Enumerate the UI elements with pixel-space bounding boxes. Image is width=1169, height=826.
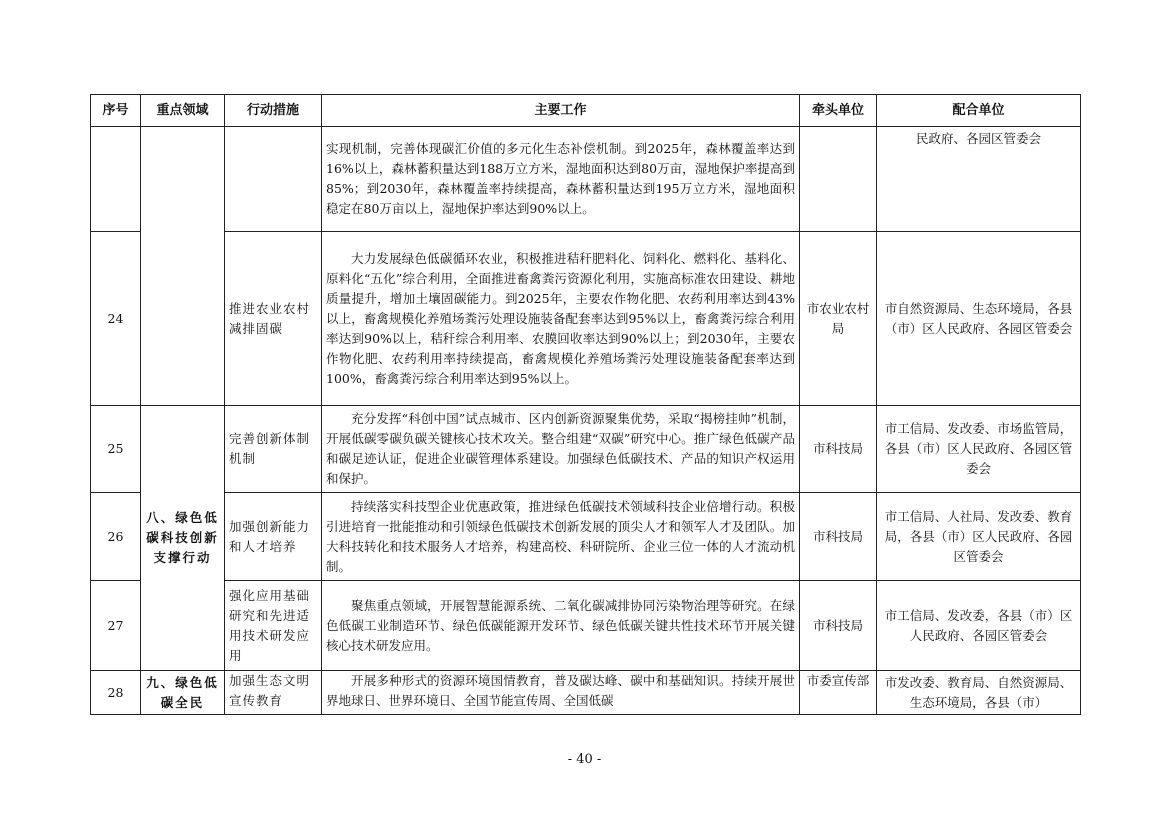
row-seq-cell: 25 xyxy=(91,406,141,493)
table-row xyxy=(91,671,1081,715)
lead-cell: 市委宣传部 xyxy=(800,671,877,715)
row-seq-cell xyxy=(91,127,141,232)
lead-cell: 市科技局 xyxy=(800,406,877,493)
work-text: 开展多种形式的资源环境国情教育，普及碳达峰、碳中和基础知识。持续开展世界地球日、世界环境日、全国节能宣传周、全国低碳 xyxy=(326,673,795,708)
measure-cell: 加强创新能力和人才培养 xyxy=(225,493,322,581)
header-lead: 牵头单位 xyxy=(800,95,877,127)
table-row xyxy=(91,406,1081,493)
cooperate-cell: 市工信局、人社局、发改委、教育局，各县（市）区人民政府、各园区管委会 xyxy=(877,493,1081,581)
cooperate-cell: 市工信局、发改委，各县（市）区人民政府、各园区管委会 xyxy=(877,581,1081,671)
measure-cell: 推进农业农村减排固碳 xyxy=(225,232,322,406)
measure-cell xyxy=(225,127,322,232)
header-cooperate: 配合单位 xyxy=(877,95,1081,127)
table-row xyxy=(91,581,1081,671)
action-table xyxy=(90,94,1081,715)
header-work: 主要工作 xyxy=(322,95,800,127)
work-text: 聚焦重点领域，开展智慧能源系统、二氧化碳减排协同污染物治理等研究。在绿色低碳工业制造环节、绿色低碳能源开发环节、绿色低碳关键共性技术环节开展关键核心技术研发应用。 xyxy=(326,597,795,653)
cooperate-cell: 市自然资源局、生态环境局，各县（市）区人民政府、各园区管委会 xyxy=(877,232,1081,406)
work-cell xyxy=(322,232,800,406)
work-cell xyxy=(322,406,800,493)
area-cell: 八、绿色低碳科技创新支撑行动 xyxy=(141,406,225,671)
area-cell: 九、绿色低碳全民 xyxy=(141,671,225,715)
cooperate-cell: 民政府、各园区管委会 xyxy=(877,127,1081,232)
work-cell xyxy=(322,581,800,671)
measure-cell: 加强生态文明宣传教育 xyxy=(225,671,322,715)
header-measure: 行动措施 xyxy=(225,95,322,127)
table-row xyxy=(91,493,1081,581)
table-header-row xyxy=(91,95,1081,127)
work-text: 充分发挥“科创中国”试点城市、区内创新资源聚集优势，采取“揭榜挂帅”机制，开展低碳零碳负碳关键核心技术攻关。整合组建“双碳”研究中心。推广绿色低碳产品和碳足迹认证，促进企业碳管理体系建设。加强绿色低碳技术、产品的知识产权运用和保护。 xyxy=(326,411,795,486)
work-cell xyxy=(322,493,800,581)
table-row xyxy=(91,127,1081,232)
cooperate-cell: 市工信局、发改委、市场监管局，各县（市）区人民政府、各园区管委会 xyxy=(877,406,1081,493)
table-row xyxy=(91,232,1081,406)
header-seq: 序号 xyxy=(91,95,141,127)
lead-cell xyxy=(800,127,877,232)
page-number: - 40 - xyxy=(567,752,602,767)
lead-cell: 市农业农村局 xyxy=(800,232,877,406)
row-seq-cell: 24 xyxy=(91,232,141,406)
work-text: 持续落实科技型企业优惠政策，推进绿色低碳技术领域科技企业倍增行动。积极引进培育一批能推动和引领绿色低碳技术创新发展的顶尖人才和领军人才及团队。加大科技转化和技术服务人才培养，构建高校、科研院所、企业三位一体的人才流动机制。 xyxy=(326,498,795,574)
lead-cell: 市科技局 xyxy=(800,581,877,671)
row-seq-cell: 26 xyxy=(91,493,141,581)
work-text: 实现机制，完善体现碳汇价值的多元化生态补偿机制。到2025年，森林覆盖率达到16%以上，森林蓄积量达到188万立方米，湿地面积达到80万亩，湿地保护率提高到85%；到2030年，森林覆盖率持续提高，森林蓄积量达到195万立方米，湿地面积稳定在80万亩以上，湿地保护率达到90%以上。 xyxy=(326,141,795,216)
area-cell-blank xyxy=(141,127,225,406)
work-cell xyxy=(322,127,800,232)
work-cell xyxy=(322,671,800,715)
row-seq-cell: 27 xyxy=(91,581,141,671)
work-text: 大力发展绿色低碳循环农业，积极推进秸秆肥料化、饲料化、燃料化、基料化、原料化“五化”综合利用，全面推进畜禽粪污资源化利用，实施高标准农田建设、耕地质量提升，增加土壤固碳能力。到2025年，主要农作物化肥、农药利用率达到43%以上，畜禽规模化养殖场粪污处理设施装备配套率达到95%以上，畜禽粪污综合利用率达到90%以上，秸秆综合利用率、农膜回收率达到90%以上；到2030年，主要农作物化肥、农药利用率持续提高，畜禽规模化养殖场粪污处理设施装备配套率达到100%，畜禽粪污综合利用率达到95%以上。 xyxy=(326,250,795,386)
measure-cell: 完善创新体制机制 xyxy=(225,406,322,493)
measure-cell: 强化应用基础研究和先进适用技术研发应用 xyxy=(225,581,322,671)
cooperate-cell: 市发改委、教育局、自然资源局、生态环境局，各县（市） xyxy=(877,671,1081,715)
lead-cell: 市科技局 xyxy=(800,493,877,581)
row-seq-cell: 28 xyxy=(91,671,141,715)
header-area: 重点领域 xyxy=(141,95,225,127)
